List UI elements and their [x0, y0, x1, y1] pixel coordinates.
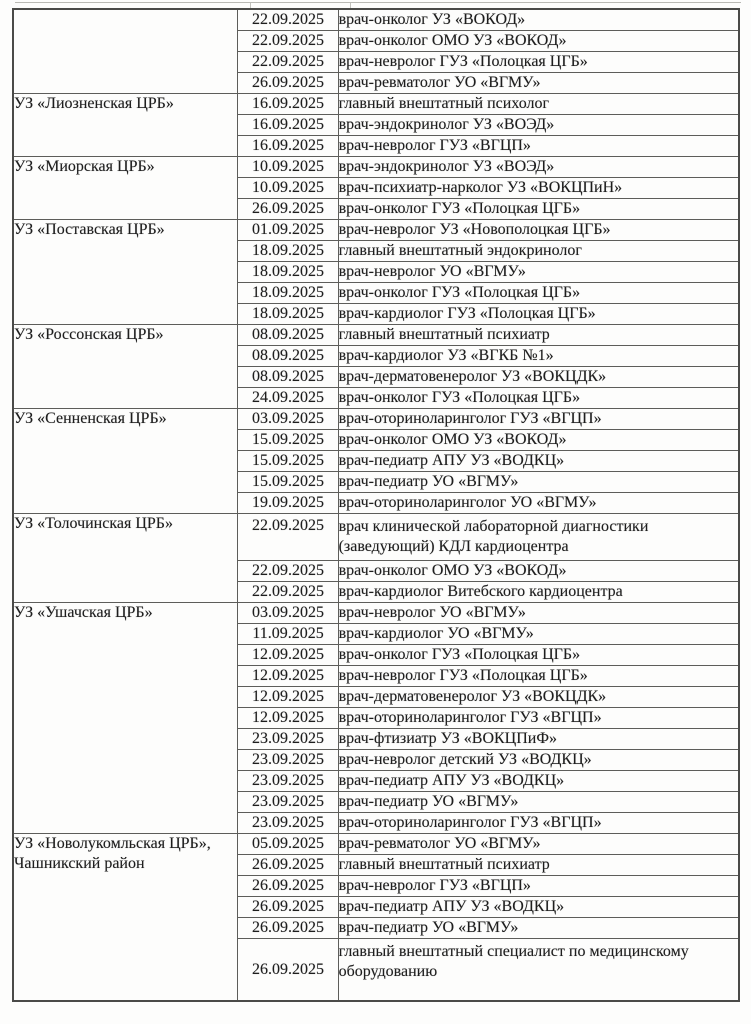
table-row [13, 834, 739, 855]
date-cell: 12.09.2025 [238, 645, 338, 666]
date-cell: 05.09.2025 [238, 834, 338, 855]
table-row [13, 409, 739, 430]
date-cell: 22.09.2025 [238, 514, 338, 561]
specialist-cell: врач-педиатр УО «ВГМУ» [338, 792, 739, 813]
date-cell: 08.09.2025 [238, 346, 338, 367]
specialist-cell: врач-невролог ГУЗ «ВГЦП» [338, 876, 739, 897]
specialist-cell: врач-невролог УО «ВГМУ» [338, 262, 739, 283]
date-cell: 18.09.2025 [238, 241, 338, 262]
specialist-cell: врач-невролог ГУЗ «ВГЦП» [338, 136, 739, 157]
date-cell: 16.09.2025 [238, 136, 338, 157]
date-cell: 18.09.2025 [238, 283, 338, 304]
table-row [13, 325, 739, 346]
date-cell: 26.09.2025 [238, 876, 338, 897]
specialist-cell: врач-онколог ГУЗ «Полоцкая ЦГБ» [338, 199, 739, 220]
specialist-cell: врач-оториноларинголог ГУЗ «ВГЦП» [338, 813, 739, 834]
specialist-cell: главный внештатный психиатр [338, 855, 739, 876]
organization-cell: УЗ «Миорская ЦРБ» [13, 157, 238, 220]
date-cell: 23.09.2025 [238, 813, 338, 834]
date-cell: 23.09.2025 [238, 771, 338, 792]
schedule-table-body [13, 9, 739, 1001]
date-cell: 15.09.2025 [238, 430, 338, 451]
date-cell: 26.09.2025 [238, 855, 338, 876]
specialist-cell: врач-педиатр АПУ УЗ «ВОДКЦ» [338, 897, 739, 918]
date-cell: 16.09.2025 [238, 94, 338, 115]
organization-cell [13, 9, 238, 94]
specialist-cell: врач-педиатр АПУ УЗ «ВОДКЦ» [338, 771, 739, 792]
table-row [13, 514, 739, 561]
date-cell: 22.09.2025 [238, 52, 338, 73]
specialist-cell: врач-кардиолог УЗ «ВГКБ №1» [338, 346, 739, 367]
date-cell: 10.09.2025 [238, 178, 338, 199]
specialist-cell: врач-онколог ОМО УЗ «ВОКОД» [338, 430, 739, 451]
date-cell: 12.09.2025 [238, 666, 338, 687]
organization-cell: УЗ «Россонская ЦРБ» [13, 325, 238, 409]
specialist-cell: врач-дерматовенеролог УЗ «ВОКЦДК» [338, 687, 739, 708]
date-cell: 22.09.2025 [238, 582, 338, 603]
table-row [13, 94, 739, 115]
specialist-cell: врач-невролог детский УЗ «ВОДКЦ» [338, 750, 739, 771]
specialist-cell: врач-педиатр УО «ВГМУ» [338, 918, 739, 939]
organization-cell: УЗ «Сенненская ЦРБ» [13, 409, 238, 514]
organization-cell: УЗ «Ушачская ЦРБ» [13, 603, 238, 834]
organization-cell: УЗ «Толочинская ЦРБ» [13, 514, 238, 603]
date-cell: 11.09.2025 [238, 624, 338, 645]
date-cell: 22.09.2025 [238, 9, 338, 31]
date-cell: 23.09.2025 [238, 792, 338, 813]
date-cell: 18.09.2025 [238, 262, 338, 283]
date-cell: 23.09.2025 [238, 729, 338, 750]
specialist-cell: врач-педиатр УО «ВГМУ» [338, 472, 739, 493]
specialist-cell: врач-онколог ОМО УЗ «ВОКОД» [338, 31, 739, 52]
date-cell: 10.09.2025 [238, 157, 338, 178]
specialist-cell: врач-онколог ГУЗ «Полоцкая ЦГБ» [338, 388, 739, 409]
specialist-cell: врач-онколог ГУЗ «Полоцкая ЦГБ» [338, 645, 739, 666]
date-cell: 26.09.2025 [238, 939, 338, 1002]
specialist-cell: главный внештатный специалист по медицинскому оборудованию [338, 939, 739, 1002]
date-cell: 08.09.2025 [238, 367, 338, 388]
specialist-cell: главный внештатный эндокринолог [338, 241, 739, 262]
organization-cell: УЗ «Поставская ЦРБ» [13, 220, 238, 325]
specialist-cell: врач-педиатр АПУ УЗ «ВОДКЦ» [338, 451, 739, 472]
date-cell: 15.09.2025 [238, 472, 338, 493]
specialist-cell: врач-эндокринолог УЗ «ВОЭД» [338, 115, 739, 136]
specialist-cell: врач-оториноларинголог ГУЗ «ВГЦП» [338, 708, 739, 729]
specialist-cell: главный внештатный психиатр [338, 325, 739, 346]
date-cell: 16.09.2025 [238, 115, 338, 136]
date-cell: 24.09.2025 [238, 388, 338, 409]
date-cell: 01.09.2025 [238, 220, 338, 241]
specialist-cell: врач-невролог УЗ «Новополоцкая ЦГБ» [338, 220, 739, 241]
specialist-cell: врач-невролог ГУЗ «Полоцкая ЦГБ» [338, 52, 739, 73]
specialist-cell: врач-кардиолог УО «ВГМУ» [338, 624, 739, 645]
specialist-cell: врач-онколог УЗ «ВОКОД» [338, 9, 739, 31]
specialist-cell: главный внештатный психолог [338, 94, 739, 115]
table-row [13, 603, 739, 624]
table-row [13, 220, 739, 241]
specialist-cell: врач-кардиолог ГУЗ «Полоцкая ЦГБ» [338, 304, 739, 325]
date-cell: 08.09.2025 [238, 325, 338, 346]
specialist-cell: врач-кардиолог Витебского кардиоцентра [338, 582, 739, 603]
specialist-cell: врач клинической лабораторной диагностики (заведующий) КДЛ кардиоцентра [338, 514, 739, 561]
specialist-cell: врач-психиатр-нарколог УЗ «ВОКЦПиН» [338, 178, 739, 199]
date-cell: 26.09.2025 [238, 918, 338, 939]
date-cell: 15.09.2025 [238, 451, 338, 472]
date-cell: 22.09.2025 [238, 31, 338, 52]
specialist-cell: врач-дерматовенеролог УЗ «ВОКЦДК» [338, 367, 739, 388]
specialist-cell: врач-оториноларинголог УО «ВГМУ» [338, 493, 739, 514]
date-cell: 03.09.2025 [238, 603, 338, 624]
specialist-cell: врач-невролог УО «ВГМУ» [338, 603, 739, 624]
date-cell: 23.09.2025 [238, 750, 338, 771]
date-cell: 12.09.2025 [238, 687, 338, 708]
date-cell: 26.09.2025 [238, 199, 338, 220]
date-cell: 18.09.2025 [238, 304, 338, 325]
date-cell: 22.09.2025 [238, 561, 338, 582]
specialist-cell: врач-онколог ОМО УЗ «ВОКОД» [338, 561, 739, 582]
specialist-cell: врач-ревматолог УО «ВГМУ» [338, 73, 739, 94]
specialists-schedule-table [12, 8, 740, 1002]
date-cell: 26.09.2025 [238, 73, 338, 94]
date-cell: 03.09.2025 [238, 409, 338, 430]
table-row [13, 157, 739, 178]
specialist-cell: врач-ревматолог УО «ВГМУ» [338, 834, 739, 855]
scan-artifact-top-line [15, 2, 741, 3]
specialist-cell: врач-онколог ГУЗ «Полоцкая ЦГБ» [338, 283, 739, 304]
organization-cell: УЗ «Новолукомльская ЦРБ», Чашникский район [13, 834, 238, 1002]
specialist-cell: врач-эндокринолог УЗ «ВОЭД» [338, 157, 739, 178]
specialist-cell: врач-фтизиатр УЗ «ВОКЦПиФ» [338, 729, 739, 750]
specialist-cell: врач-оториноларинголог ГУЗ «ВГЦП» [338, 409, 739, 430]
table-row [13, 9, 739, 31]
specialist-cell: врач-невролог ГУЗ «Полоцкая ЦГБ» [338, 666, 739, 687]
date-cell: 12.09.2025 [238, 708, 338, 729]
date-cell: 19.09.2025 [238, 493, 338, 514]
organization-cell: УЗ «Лиозненская ЦРБ» [13, 94, 238, 157]
date-cell: 26.09.2025 [238, 897, 338, 918]
